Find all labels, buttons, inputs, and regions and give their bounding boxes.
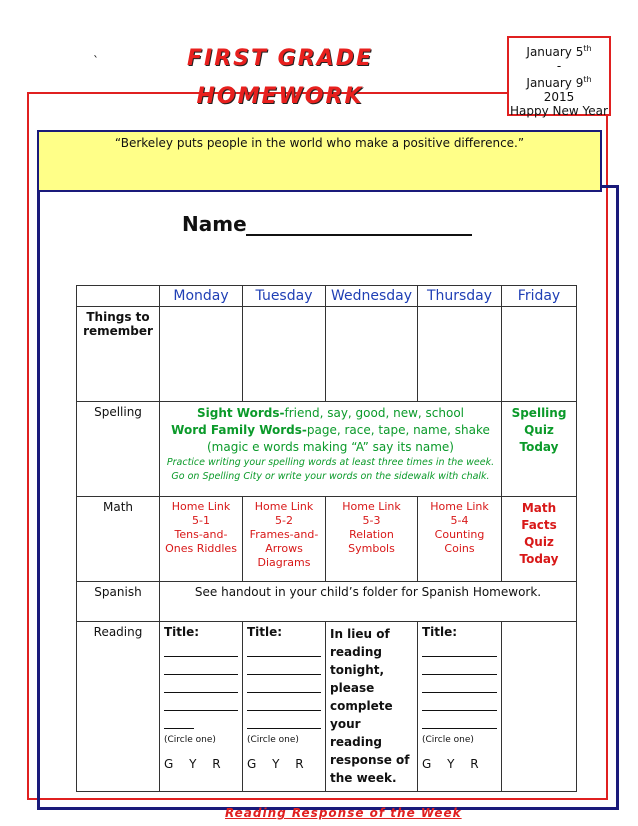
things-monday <box>160 307 243 402</box>
date-year: 2015 <box>543 90 575 104</box>
footer-reading-response: Reading Response of the Week <box>225 806 462 820</box>
math-fri-l1: Math Facts <box>521 501 557 532</box>
day-monday: Monday <box>160 286 243 307</box>
things-friday <box>502 307 577 402</box>
math-monday <box>160 497 243 582</box>
reading-thu-gyr[interactable]: G Y R <box>422 757 485 771</box>
day-wednesday: Wednesday <box>326 286 418 307</box>
spelling-quiz-l3: Today <box>519 440 559 454</box>
things-label: Things to remember <box>77 307 160 402</box>
math-tue-l4: Arrows <box>265 542 303 555</box>
sight-words: friend, say, good, new, school <box>284 406 464 420</box>
spanish-row <box>77 582 577 622</box>
math-mon-l1: Home Link <box>171 500 231 513</box>
reading-tue-circle: (Circle one) <box>247 735 299 745</box>
spelling-cell <box>160 402 502 497</box>
spanish-label: Spanish <box>77 582 160 622</box>
reading-label: Reading <box>77 622 160 792</box>
magic-e-note: (magic e words making “A” say its name) <box>207 440 454 454</box>
math-tuesday <box>243 497 326 582</box>
math-mon-l4: Ones Riddles <box>165 542 237 555</box>
lieu-l5: complete <box>330 699 393 713</box>
name-label: Name <box>182 212 247 236</box>
things-tuesday <box>243 307 326 402</box>
reading-mon-gyr[interactable]: G Y R <box>164 757 227 771</box>
spelling-label: Spelling <box>77 402 160 497</box>
corner-cell <box>77 286 160 307</box>
math-tue-l2: 5-2 <box>275 514 293 527</box>
things-row <box>77 307 577 402</box>
math-wednesday <box>326 497 418 582</box>
spelling-friday <box>502 402 577 497</box>
date-end-suffix: th <box>583 75 592 84</box>
lieu-l8: the week. <box>330 771 397 785</box>
reading-tue-gyr[interactable]: G Y R <box>247 757 310 771</box>
practice-note: Practice writing your spelling words at least three times in the week. Go on Spelling City or write your words on the sidewalk with chalk. <box>166 457 495 482</box>
name-field-line[interactable] <box>246 234 472 236</box>
lieu-l6: your reading <box>330 717 382 749</box>
stray-mark: ` <box>93 54 99 68</box>
math-tue-l5: Diagrams <box>257 556 311 569</box>
date-start-suffix: th <box>583 44 592 53</box>
quote-text: “Berkeley puts people in the world who make a positive difference.” <box>114 136 525 150</box>
reading-mon-title: Title: <box>164 625 200 639</box>
reading-wednesday <box>326 622 418 792</box>
reading-thursday <box>418 622 502 792</box>
math-label: Math <box>77 497 160 582</box>
lieu-l2: reading <box>330 645 382 659</box>
date-dash: - <box>556 59 562 73</box>
math-wed-l1: Home Link <box>342 500 401 513</box>
lieu-l4: please <box>330 681 375 695</box>
math-thu-l2: 5-4 <box>450 514 469 527</box>
sight-words-label: Sight Words- <box>196 406 285 420</box>
reading-mon-lines[interactable] <box>164 639 238 729</box>
things-wednesday <box>326 307 418 402</box>
spelling-quiz-l1: Spelling <box>511 406 567 420</box>
reading-tue-title: Title: <box>247 625 283 639</box>
lieu-l7: response of <box>330 753 410 767</box>
math-wed-l2: 5-3 <box>362 514 381 527</box>
math-friday <box>502 497 577 582</box>
reading-row <box>77 622 577 792</box>
reading-mon-circle: (Circle one) <box>164 735 216 745</box>
date-greeting: Happy New Year <box>510 104 608 118</box>
day-tuesday: Tuesday <box>243 286 326 307</box>
title-line1: FIRST GRADE <box>187 46 373 71</box>
spanish-cell: See handout in your child’s folder for Spanish Homework. <box>160 582 577 622</box>
spelling-quiz-l2: Quiz <box>524 423 554 437</box>
lieu-l3: tonight, <box>330 663 385 677</box>
math-tue-l1: Home Link <box>254 500 314 513</box>
date-box <box>507 36 611 116</box>
reading-tue-lines[interactable] <box>247 639 321 729</box>
math-thursday <box>418 497 502 582</box>
math-fri-l2: Quiz Today <box>519 535 559 566</box>
family-words-label: Word Family Words- <box>171 423 307 437</box>
day-friday: Friday <box>502 286 577 307</box>
day-header-row <box>77 286 577 307</box>
math-mon-l2: 5-1 <box>192 514 210 527</box>
math-thu-l1: Home Link <box>430 500 489 513</box>
things-thursday <box>418 307 502 402</box>
math-thu-l3: Counting Coins <box>434 528 485 555</box>
title-line2: HOMEWORK <box>196 84 364 109</box>
reading-thu-lines[interactable] <box>422 639 497 729</box>
family-words: page, race, tape, name, shake <box>306 423 490 437</box>
lieu-l1: In lieu of <box>330 627 390 641</box>
math-tue-l3: Frames-and- <box>249 528 319 541</box>
math-row <box>77 497 577 582</box>
spelling-row <box>77 402 577 497</box>
homework-table <box>76 285 577 792</box>
math-wed-l3: Relation Symbols <box>348 528 395 555</box>
reading-monday <box>160 622 243 792</box>
reading-tuesday <box>243 622 326 792</box>
date-start: January 5 <box>526 45 584 59</box>
day-thursday: Thursday <box>418 286 502 307</box>
reading-thu-title: Title: <box>422 625 458 639</box>
reading-thu-circle: (Circle one) <box>422 735 474 745</box>
date-end: January 9 <box>526 76 584 90</box>
math-mon-l3: Tens-and- <box>174 528 228 541</box>
reading-friday <box>502 622 577 792</box>
